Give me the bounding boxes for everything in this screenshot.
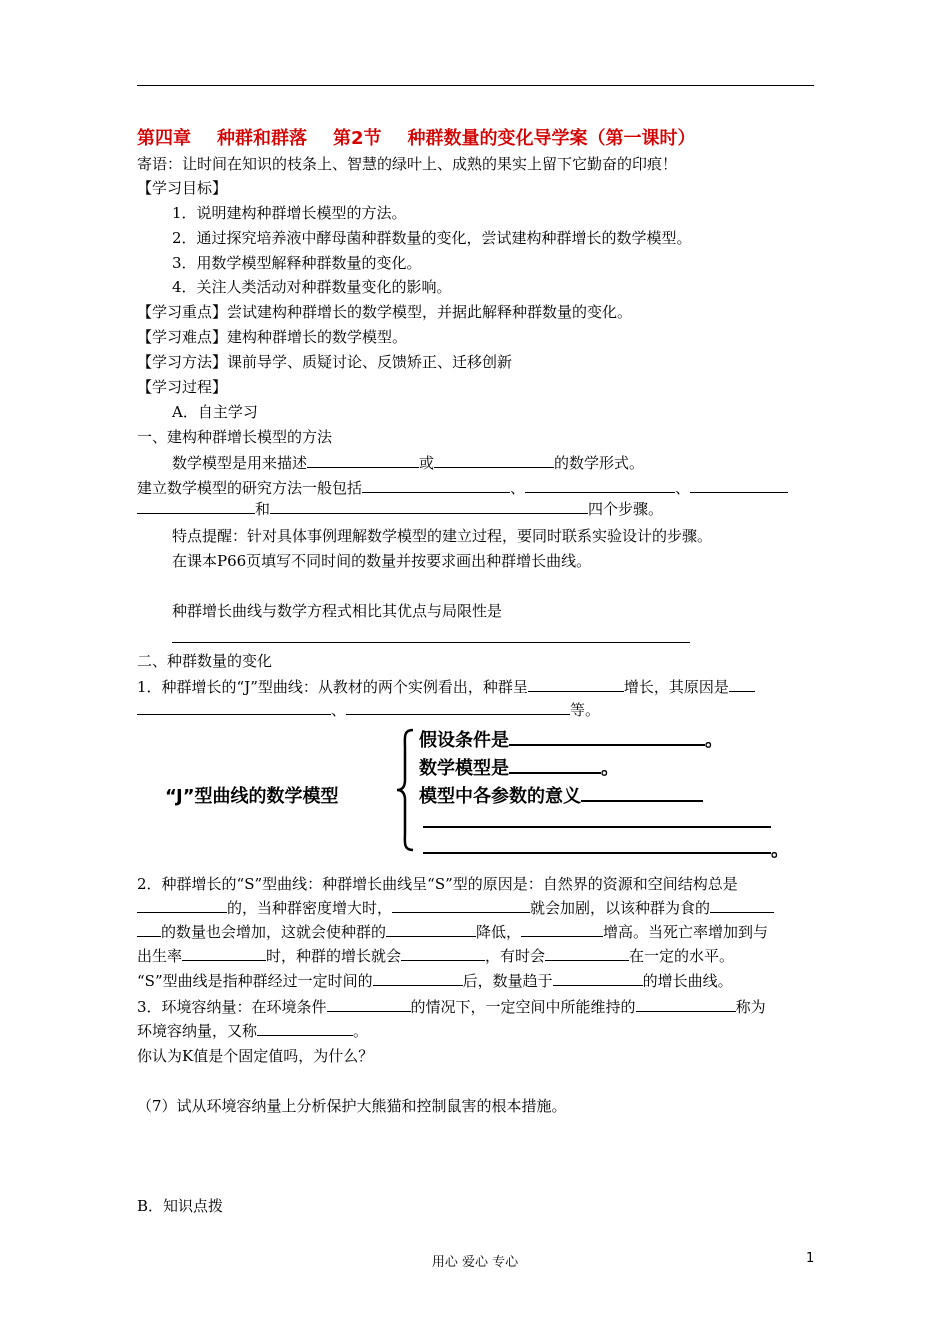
process-heading: 【学习过程】 xyxy=(137,378,228,396)
compare-question: 种群增长曲线与数学方程式相比其优点与局限性是 xyxy=(172,602,503,620)
text-fragment: 就会加剧，以该种群为食的 xyxy=(530,899,711,917)
text-fragment: 四个步骤。 xyxy=(588,500,664,518)
model-definition-line xyxy=(172,453,644,473)
section2-heading: 二、种群数量的变化 xyxy=(137,652,273,670)
text-fragment: 、 xyxy=(510,479,526,497)
text-fragment: 的，当种群密度增大时， xyxy=(227,899,393,917)
goal-item: 4．关注人类活动对种群数量变化的影响。 xyxy=(172,278,452,296)
text-fragment: 和 xyxy=(255,500,271,518)
text-fragment: 等。 xyxy=(570,701,601,719)
text-fragment: 在一定的水平。 xyxy=(629,947,735,965)
model-steps-line-2 xyxy=(137,499,663,519)
j-model-figure xyxy=(137,722,817,862)
s-curve-line: 2．种群增长的“S”型曲线：种群增长曲线呈“S”型的原因是：自然界的资源和空间结构总是 xyxy=(137,875,738,893)
s-curve-line-5 xyxy=(137,971,733,991)
text-fragment: 。 xyxy=(353,1022,369,1040)
text-fragment: 建立数学模型的研究方法一般包括 xyxy=(137,479,363,497)
j-curve-line xyxy=(137,677,755,697)
text-fragment: 、 xyxy=(675,479,691,497)
fill-blank[interactable] xyxy=(257,1021,353,1036)
text-fragment: 的增长曲线。 xyxy=(642,972,733,990)
curly-brace-icon xyxy=(395,728,415,852)
fill-blank[interactable] xyxy=(525,478,675,493)
fill-blank[interactable] xyxy=(729,677,755,692)
part-b-label: B．知识点拨 xyxy=(137,1197,224,1215)
fill-blank[interactable] xyxy=(434,453,554,468)
j-curve-line-2 xyxy=(137,700,600,720)
text-fragment: 的数量也会增加，这就会使种群的 xyxy=(161,923,387,941)
fill-blank[interactable] xyxy=(327,997,411,1012)
page-title xyxy=(137,124,696,150)
fill-blank[interactable] xyxy=(401,946,485,961)
question-7: （7）试从环境容纳量上分析保护大熊猫和控制鼠害的根本措施。 xyxy=(137,1097,567,1115)
text-fragment: 环境容纳量，又称 xyxy=(137,1022,258,1040)
fill-blank[interactable] xyxy=(581,786,703,802)
text-fragment: 出生率 xyxy=(137,947,183,965)
text-fragment: 增长，其原因是 xyxy=(623,678,729,696)
text-fragment: 增高。当死亡率增加到与 xyxy=(603,923,769,941)
text-fragment: 的情况下，一定空间中所能维持的 xyxy=(410,998,636,1016)
section1-heading: 一、建构种群增长模型的方法 xyxy=(137,428,333,446)
text-fragment: 降低， xyxy=(476,923,522,941)
fill-blank[interactable] xyxy=(386,922,476,937)
fill-blank[interactable] xyxy=(545,946,629,961)
fill-blank[interactable] xyxy=(362,478,510,493)
fill-blank[interactable] xyxy=(509,758,601,774)
title-chapter: 第四章 xyxy=(137,128,191,149)
answer-line[interactable] xyxy=(172,642,690,643)
text-fragment: 称为 xyxy=(735,998,766,1016)
fill-blank[interactable] xyxy=(521,922,603,937)
fill-blank[interactable] xyxy=(373,971,463,986)
fill-blank[interactable] xyxy=(710,898,774,913)
s-curve-line-3 xyxy=(137,922,768,942)
j-model-end: 。 xyxy=(771,840,789,861)
capacity-line xyxy=(137,997,766,1017)
key-point: 【学习重点】尝试建构种群增长的数学模型，并据此解释种群数量的变化。 xyxy=(137,303,633,321)
fill-blank[interactable] xyxy=(137,922,161,937)
capacity-line-2 xyxy=(137,1021,368,1041)
j-model-label: “J”型曲线的数学模型 xyxy=(165,786,339,807)
text-fragment: 或 xyxy=(419,454,435,472)
fill-blank[interactable] xyxy=(528,677,624,692)
fill-blank[interactable] xyxy=(137,700,331,715)
fill-blank[interactable] xyxy=(182,946,266,961)
text-fragment: 3．环境容纳量：在环境条件 xyxy=(137,998,327,1016)
fill-blank[interactable] xyxy=(137,499,255,514)
fill-blank[interactable] xyxy=(270,499,588,514)
fill-blank[interactable] xyxy=(553,971,643,986)
answer-line[interactable] xyxy=(423,826,771,828)
goal-item: 3．用数学模型解释种群数量的变化。 xyxy=(172,254,422,272)
text-fragment: 模型中各参数的意义 xyxy=(419,786,581,807)
text-fragment: 数学模型是用来描述 xyxy=(172,454,308,472)
fill-blank[interactable] xyxy=(509,730,705,746)
fill-blank[interactable] xyxy=(137,898,227,913)
title-unit: 种群和群落 xyxy=(217,128,307,149)
text-fragment: 1．种群增长的“J”型曲线：从教材的两个实例看出，种群呈 xyxy=(137,678,528,696)
page-number: 1 xyxy=(806,1251,815,1266)
text-fragment: 时，种群的增长就会 xyxy=(266,947,402,965)
goal-item: 2．通过探究培养液中酵母菌种群数量的变化，尝试建构种群增长的数学模型。 xyxy=(172,229,692,247)
fill-blank[interactable] xyxy=(392,898,530,913)
title-section: 第2节 xyxy=(333,128,382,149)
text-fragment: 假设条件是 xyxy=(419,730,509,751)
fill-blank[interactable] xyxy=(307,453,419,468)
goals-heading: 【学习目标】 xyxy=(137,179,228,197)
text-fragment: 后，数量趋于 xyxy=(462,972,553,990)
answer-line[interactable] xyxy=(423,852,771,854)
page-footer: 用心 爱心 专心 xyxy=(431,1255,519,1270)
text-fragment: 、 xyxy=(331,701,347,719)
part-a-label: A．自主学习 xyxy=(172,403,258,421)
j-model-item xyxy=(419,726,723,752)
tip: 特点提醒：针对具体事例理解数学模型的建立过程，要同时联系实验设计的步骤。 xyxy=(172,527,713,545)
text-fragment: “S”型曲线是指种群经过一定时间的 xyxy=(137,972,373,990)
fill-blank[interactable] xyxy=(690,478,788,493)
text-fragment: 。 xyxy=(705,730,723,751)
text-fragment: 。 xyxy=(601,758,619,779)
s-curve-line-2 xyxy=(137,898,774,918)
j-model-item xyxy=(419,754,619,780)
p66-instruction: 在课本P66页填写不同时间的数量并按要求画出种群增长曲线。 xyxy=(172,552,592,570)
header-rule xyxy=(137,85,814,86)
s-curve-line-4 xyxy=(137,946,734,966)
j-model-item xyxy=(419,782,703,808)
method: 【学习方法】课前导学、质疑讨论、反馈矫正、迁移创新 xyxy=(137,353,513,371)
text-fragment: 的数学形式。 xyxy=(554,454,645,472)
difficulty: 【学习难点】建构种群增长的数学模型。 xyxy=(137,328,408,346)
text-fragment: ，有时会 xyxy=(485,947,546,965)
motto: 寄语：让时间在知识的枝条上、智慧的绿叶上、成熟的果实上留下它勤奋的印痕！ xyxy=(137,155,678,173)
text-fragment: 数学模型是 xyxy=(419,758,509,779)
fill-blank[interactable] xyxy=(636,997,736,1012)
fill-blank[interactable] xyxy=(346,700,570,715)
k-value-question: 你认为K值是个固定值吗，为什么？ xyxy=(137,1047,374,1065)
model-steps-line xyxy=(137,478,788,498)
goal-item: 1．说明建构种群增长模型的方法。 xyxy=(172,204,407,222)
title-topic: 种群数量的变化导学案（第一课时） xyxy=(407,128,696,149)
